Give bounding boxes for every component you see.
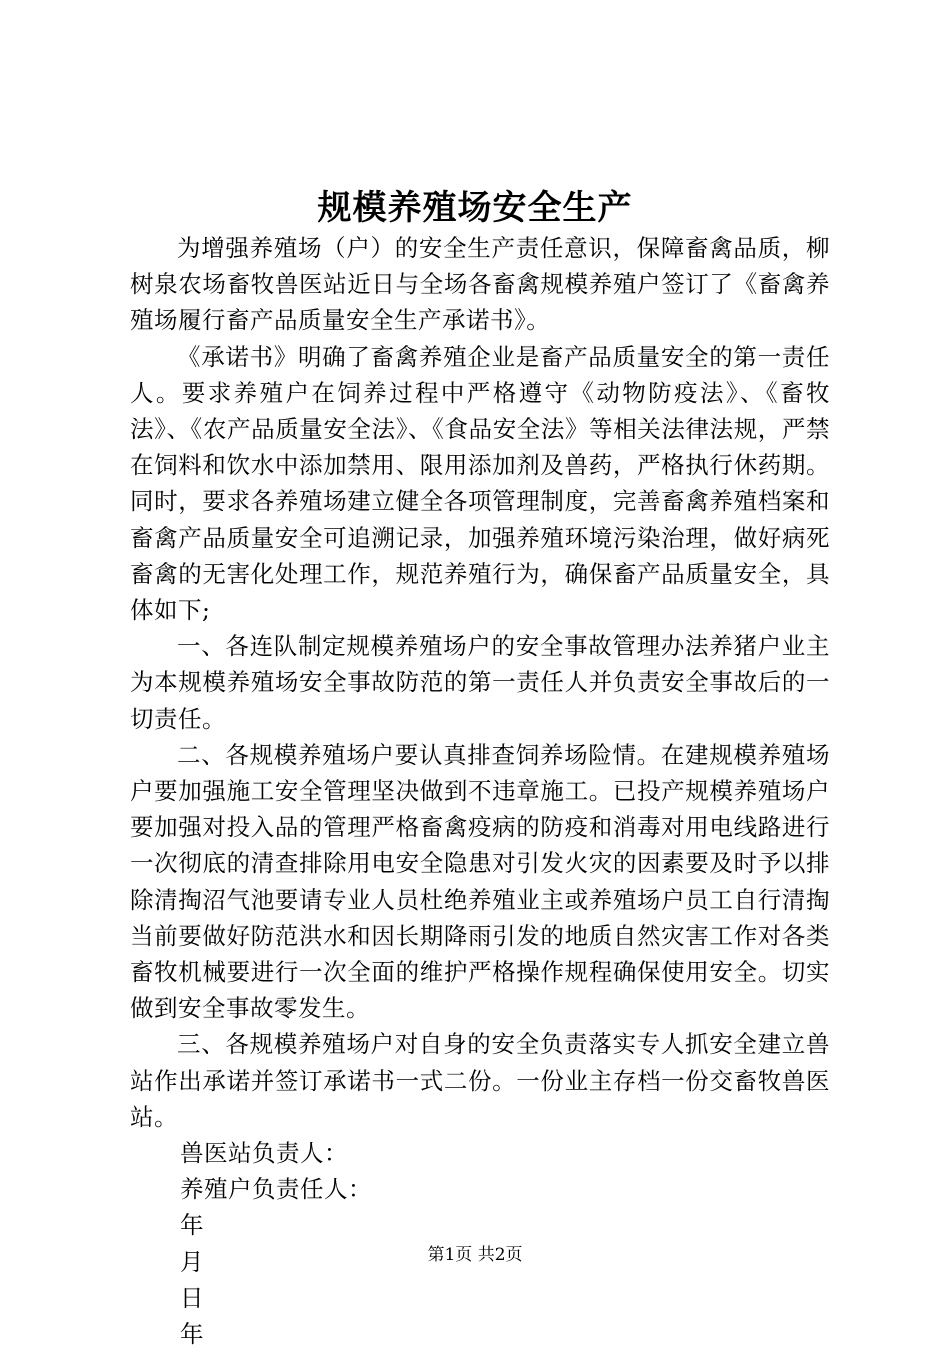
date-day-label: 日 [180,1283,204,1312]
paragraph-commitment: 《承诺书》明确了畜禽养殖企业是畜产品质量安全的第一责任人。要求养殖户在饲养过程中严格遵守《动物防疫法》、《畜牧法》、《农产品质量安全法》、《食品安全法》等相关法律法规，严禁在饲料和饮水中添加禁用、限用添加剂及兽药，严格执行休药期。同时，要求各养殖场建立健全各项管理制度，完善畜禽养殖档案和畜禽产品质量安全可追溯记录，加强养殖环境污染治理，做好病死畜禽的无害化处理工作，规范养殖行为，确保畜产品质量安全，具体如下; [130,342,830,625]
signature-farmer: 养殖户负责任人： [180,1175,372,1204]
date-year-label: 年 [180,1211,204,1240]
signature-vet-station: 兽医站负责人： [180,1139,348,1168]
paragraph-intro: 为增强养殖场（户）的安全生产责任意识，保障畜禽品质，柳树泉农场畜牧兽医站近日与全场各畜禽规模养殖户签订了《畜禽养殖场履行畜产品质量安全生产承诺书》。 [130,234,830,335]
document-body [130,230,830,1352]
paragraph-item-2: 二、各规模养殖场户要认真排查饲养场险情。在建规模养殖场户要加强施工安全管理坚决做到不违章施工。已投产规模养殖场户要加强对投入品的管理严格畜禽疫病的防疫和消毒对用电线路进行一次彻底的清查排除用电安全隐患对引发火灾的因素要及时予以排除清掏沼气池要请专业人员杜绝养殖业主或养殖场户员工自行清掏当前要做好防范洪水和因长期降雨引发的地质自然灾害工作对各类畜牧机械要进行一次全面的维护严格操作规程确保使用安全。切实做到安全事故零发生。 [130,740,830,1023]
paragraph-item-1: 一、各连队制定规模养殖场户的安全事故管理办法养猪户业主为本规模养殖场安全事故防范的第一责任人并负责安全事故后的一切责任。 [130,632,830,733]
date-year-label-2: 年 [180,1320,204,1349]
paragraph-item-3: 三、各规模养殖场户对自身的安全负责落实专人抓安全建立兽站作出承诺并签订承诺书一式二份。一份业主存档一份交畜牧兽医站。 [130,1030,830,1131]
page-footer: 第1页 共2页 [427,1245,523,1265]
document-title: 规模养殖场安全生产 [317,188,633,228]
date-month-label: 月 [180,1247,204,1276]
